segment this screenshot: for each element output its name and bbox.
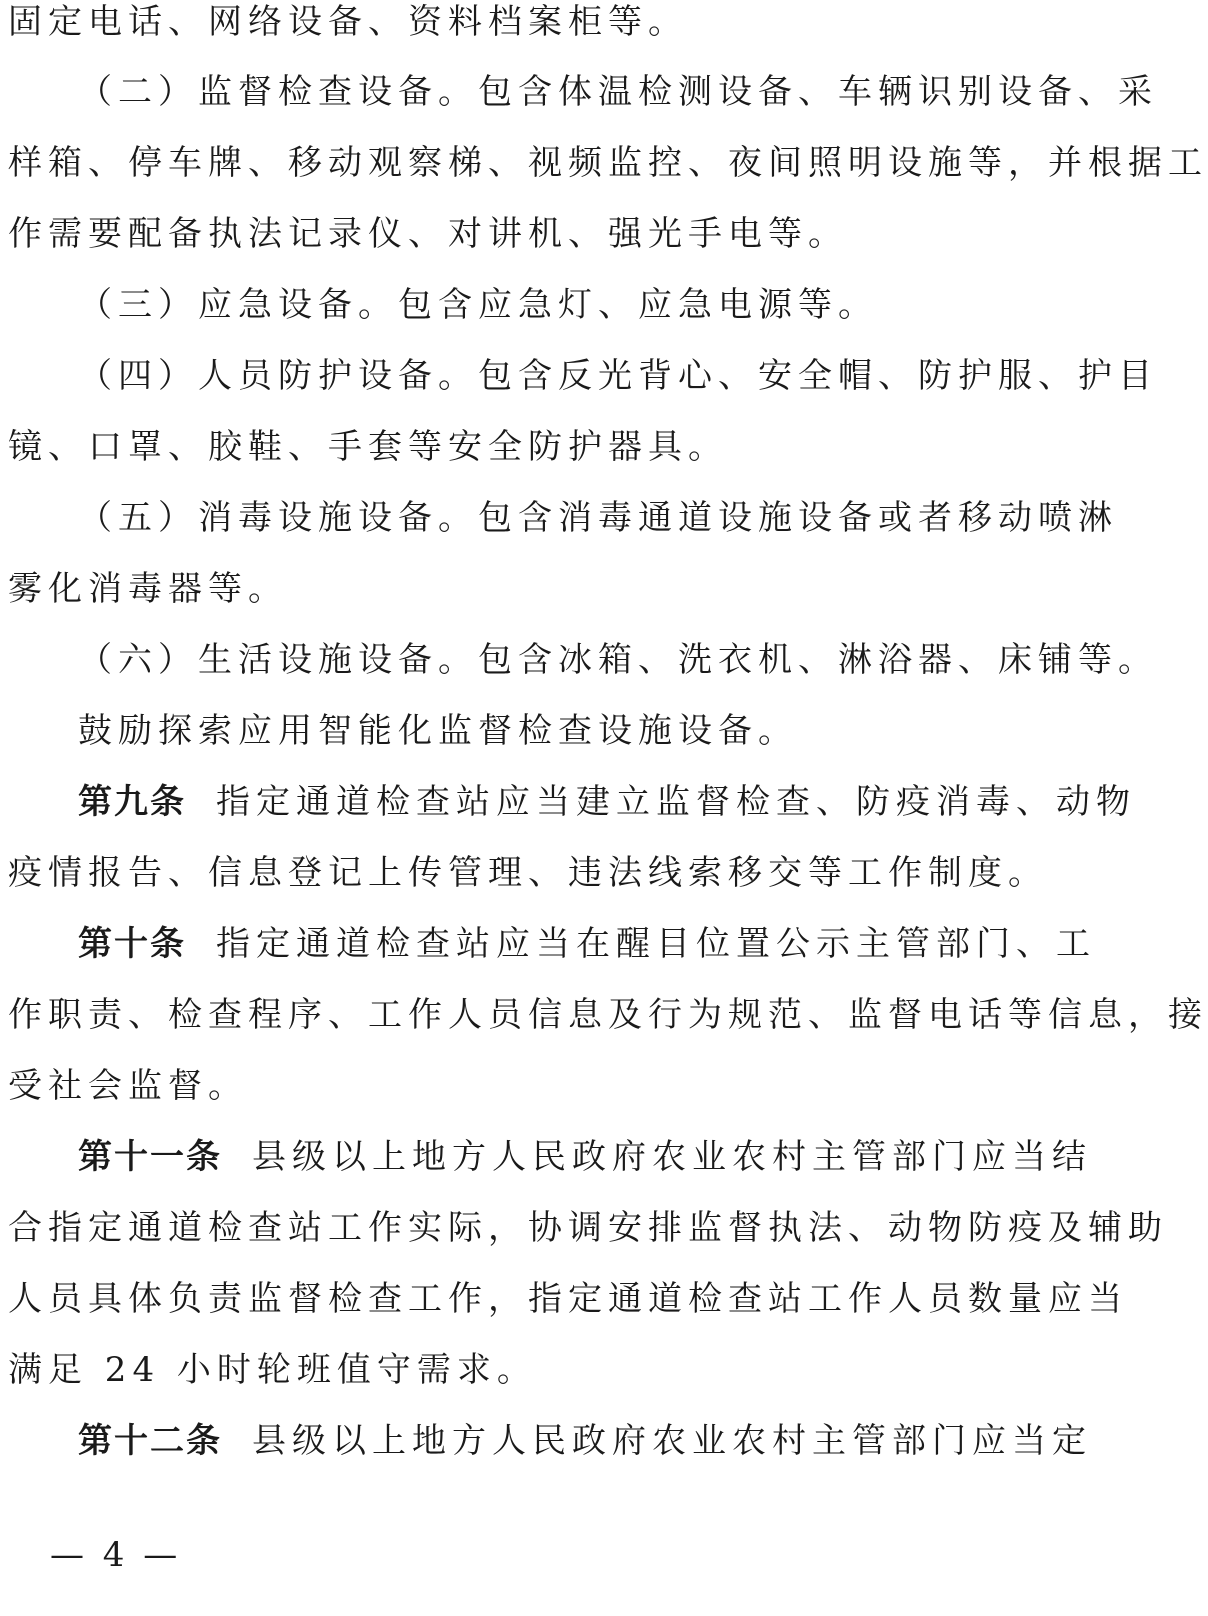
text-line: 疫情报告、信息登记上传管理、违法线索移交等工作制度。 — [8, 853, 1048, 893]
text-line: 人员具体负责监督检查工作，指定通道检查站工作人员数量应当 — [8, 1279, 1128, 1319]
article-12-first-line — [78, 1411, 1092, 1471]
text-line: 满足 24 小时轮班值守需求。 — [8, 1350, 537, 1390]
text-line: 固定电话、网络设备、资料档案柜等。 — [8, 2, 688, 42]
article-12-heading: 第十二条 — [78, 1421, 222, 1461]
text-line: （五）消毒设施设备。包含消毒通道设施设备或者移动喷淋 — [78, 498, 1118, 538]
text-line: 镜、口罩、胶鞋、手套等安全防护器具。 — [8, 427, 728, 467]
text-line: 鼓励探索应用智能化监督检查设施设备。 — [78, 711, 798, 751]
text-line: 合指定通道检查站工作实际，协调安排监督执法、动物防疫及辅助 — [8, 1208, 1168, 1248]
page-number: — 4 — — [50, 1535, 182, 1575]
text-line: （六）生活设施设备。包含冰箱、洗衣机、淋浴器、床铺等。 — [78, 640, 1158, 680]
text-line: 指定通道检查站应当在醒目位置公示主管部门、工 — [216, 924, 1096, 964]
text-line: 雾化消毒器等。 — [8, 569, 288, 609]
article-11-heading: 第十一条 — [78, 1137, 222, 1177]
article-11-first-line — [78, 1127, 1092, 1187]
text-line: （四）人员防护设备。包含反光背心、安全帽、防护服、护目 — [78, 356, 1158, 396]
text-line: 县级以上地方人民政府农业农村主管部门应当定 — [252, 1421, 1092, 1461]
article-9-first-line — [78, 772, 1136, 832]
article-10-first-line — [78, 914, 1096, 974]
article-10-heading: 第十条 — [78, 924, 186, 964]
article-9-heading: 第九条 — [78, 782, 186, 822]
text-line: 样箱、停车牌、移动观察梯、视频监控、夜间照明设施等，并根据工 — [8, 143, 1208, 183]
text-line: 作需要配备执法记录仪、对讲机、强光手电等。 — [8, 214, 848, 254]
text-line: （三）应急设备。包含应急灯、应急电源等。 — [78, 285, 878, 325]
text-line: 县级以上地方人民政府农业农村主管部门应当结 — [252, 1137, 1092, 1177]
text-line: （二）监督检查设备。包含体温检测设备、车辆识别设备、采 — [78, 72, 1158, 112]
text-line: 作职责、检查程序、工作人员信息及行为规范、监督电话等信息，接 — [8, 995, 1208, 1035]
text-line: 指定通道检查站应当建立监督检查、防疫消毒、动物 — [216, 782, 1136, 822]
text-line: 受社会监督。 — [8, 1066, 248, 1106]
